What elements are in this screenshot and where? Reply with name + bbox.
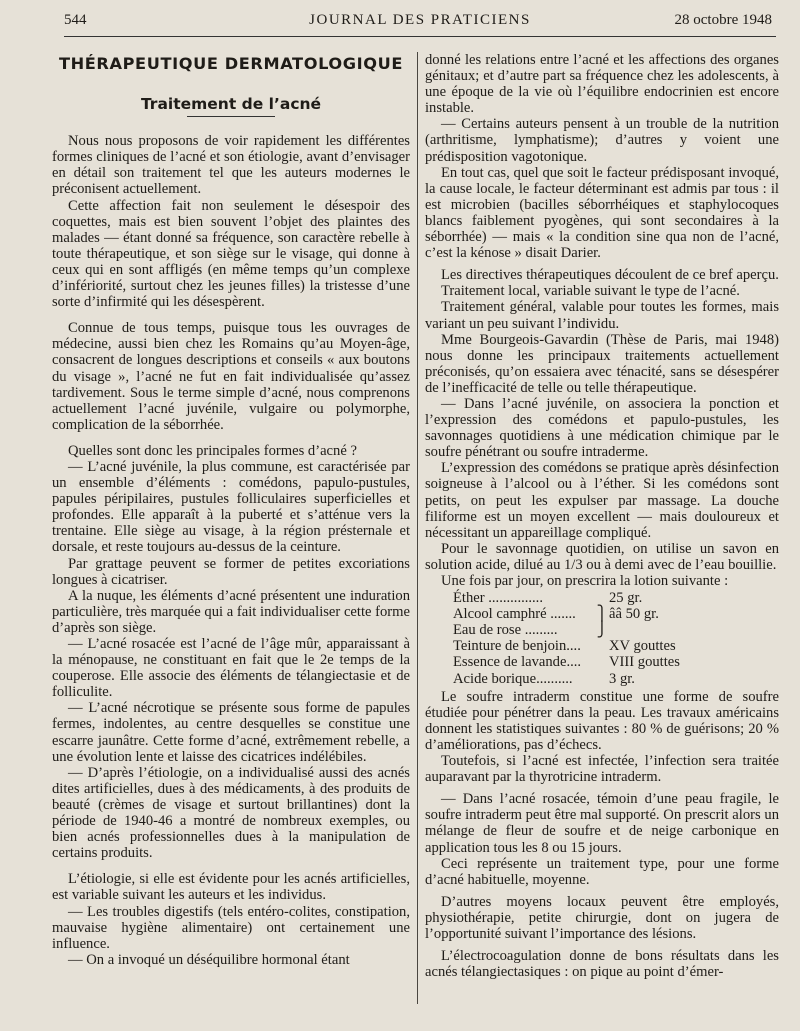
paragraph: Traitement local, variable suivant le type de l’acné. <box>441 283 740 300</box>
paragraph: Les directives thérapeutiques découlent de ce bref aperçu. <box>441 267 779 284</box>
ingredient-name: Alcool camphré ....... <box>453 606 576 623</box>
paragraph: A la nuque, les éléments d’acné présentent une induration particulière, très marquée qui a fait individualiser cette forme d’après son siège. <box>52 587 410 636</box>
formula-row <box>425 606 779 622</box>
formula-row <box>425 590 779 606</box>
right-column <box>425 52 779 980</box>
paragraph: L’électrocoagulation donne de bons résultats dans les acnés télangiectasiques : on pique au point d’émer- <box>425 948 779 981</box>
paragraph: Une fois par jour, on prescrira la lotion suivante : <box>441 573 729 589</box>
paragraph: Traitement général, valable pour toutes les formes, mais variant un peu suivant l’individu. <box>425 299 779 332</box>
issue-date: 28 octobre 1948 <box>674 12 772 28</box>
paragraph: L’étiologie, si elle est évidente pour les acnés artificielles, est variable suivant les auteurs et les individus. <box>52 871 410 904</box>
ingredient-name: Eau de rose ......... <box>453 622 558 639</box>
ingredient-name: Éther ............... <box>453 590 543 607</box>
article-title: Traitement de l’acné <box>140 95 322 114</box>
paragraph: Par grattage peuvent se former de petites excoriations longues à cicatriser. <box>52 555 410 588</box>
brace: ⎭ <box>596 622 608 639</box>
title-rule <box>187 116 275 117</box>
formula-row <box>425 654 779 670</box>
brace: ⎫ <box>596 606 608 623</box>
paragraph: — L’acné nécrotique se présente sous forme de papules fermes, indolentes, au centre desquelles se constitue une escarre jaunâtre. Cette forme d’acné, extrêmement rebelle, a une évolution lente et laisse des cicatrices indélébiles. <box>52 700 410 765</box>
paragraph: — D’après l’étiologie, on a individualisé aussi des acnés dites artificielles, dues à des médicaments, à des produits de beauté (crèmes de visage et surtout brillantines) dont la période de 1940-46 a montré de nombreux exemples, ou bien acnés professionnelles dues à la manipulation de certains produits. <box>52 764 410 862</box>
journal-title: JOURNAL DES PRATICIENS <box>309 12 531 28</box>
lotion-formula <box>425 590 779 687</box>
paragraph: Le soufre intraderm constitue une forme de soufre étudiée pour pénétrer dans la peau. Les travaux américains donnent les statistiques suivantes : 80 % de guérisons; 20 % d’améliorations, pas d’échecs. <box>425 688 779 753</box>
paragraph: Mme Bourgeois-Gavardin (Thèse de Paris, mai 1948) nous donne les principaux traitements actuellement préconisés, qu’on essaiera avec ténacité, sans se désespérer de l’inefficacité de telle ou telle thérapeutique. <box>425 331 779 396</box>
paragraph: Toutefois, si l’acné est infectée, l’infection sera traitée auparavant par la thyrotricine intraderm. <box>425 753 779 786</box>
paragraph: L’expression des comédons se pratique après désinfection soigneuse à l’alcool ou à l’éther. Si les comédons sont petits, on peut les expulser par massage. La douche filiforme est un moyen excellent — mais douloureux et nécessitant un appareillage compliqué. <box>425 460 779 541</box>
formula-row <box>425 622 779 638</box>
formula-row <box>425 638 779 654</box>
paragraph: — On a invoqué un déséquilibre hormonal étant <box>68 951 350 968</box>
paragraph: Nous nous proposons de voir rapidement les différentes formes cliniques de l’acné et son étiologie, avant d’envisager en détail son traitement tel que les auteurs modernes le préconisent actuellement. <box>52 133 410 198</box>
left-column <box>52 52 410 968</box>
paragraph: Pour le savonnage quotidien, on utilise un savon en solution acide, dilué au 1/3 ou à demi avec de l’eau bouillie. <box>425 540 779 573</box>
paragraph: Ceci représente un traitement type, pour une forme d’acné habituelle, moyenne. <box>425 855 779 888</box>
paragraph: — L’acné rosacée est l’acné de l’âge mûr, apparaissant à la ménopause, ne constituant en fait que le 2e temps de la couperose. Elle associe des éléments de télangiectasie et de folliculite. <box>52 636 410 701</box>
paragraph: — Les troubles digestifs (tels entéro-colites, constipation, mauvaise hygiène alimentaire) ont certainement une influence. <box>52 903 410 952</box>
paragraph: — Certains auteurs pensent à un trouble de la nutrition (arthritisme, lymphatisme); d’autres y voient une prédisposition vagotonique. <box>425 116 779 165</box>
paragraph: Quelles sont donc les principales formes d’acné ? <box>68 442 357 459</box>
ingredient-name: Teinture de benjoin.... <box>453 638 581 655</box>
ingredient-quantity: VIII gouttes <box>609 654 680 671</box>
running-header <box>64 10 776 37</box>
paragraph: Connue de tous temps, puisque tous les ouvrages de médecine, aussi bien chez les Romains qu’au Moyen-âge, consacrent de longues descriptions et conseils « aux boutons du visage », l’acné ne fut en fait individualisée qu’assez tardivement. Sous le terme simple d’acné, nous comprenons actuellement l’acné juvénile, vulgaire ou polymorphe, complication de la séborrhée. <box>52 320 410 433</box>
paragraph: — L’acné juvénile, la plus commune, est caractérisée par un ensemble d’éléments : comédons, papulo-pustules, papules péripilaires, pustules folliculaires superficielles et profondes. Elle apparaît à la puberté et s’atténue vers la trentaine. Elle siège au visage, à la région présternale et dorsale, et reste toujours au-dessus de la ceinture. <box>52 458 410 556</box>
section-title: THÉRAPEUTIQUE DERMATOLOGIQUE <box>58 54 404 73</box>
formula-row <box>425 671 779 687</box>
paragraph: donné les relations entre l’acné et les affections des organes génitaux; et d’autre part sa fréquence chez les adolescents, à une époque de la vie où l’équilibre endocrinien est encore instable. <box>425 52 779 117</box>
column-divider <box>417 52 418 1004</box>
paragraph: En tout cas, quel que soit le facteur prédisposant invoqué, la cause locale, le facteur déterminant est admis par tous : il est microbien (bacilles séborrhéiques et staphylocoques blancs faiblement pyogènes, qui sont secondaires à la séborrhée) — mais « la condition sine qua non de l’acné, c’est la kénose » disait Darier. <box>425 164 779 262</box>
paragraph: Cette affection fait non seulement le désespoir des coquettes, mais est bien souvent l’objet des plaintes des malades — étant donné sa fréquence, son caractère rebelle à toute thérapeutique, et son siège sur le visage, qui donne à ceux qui en sont affligés (en même temps qu’un complexe d’infériorité, surtout chez les jeunes filles) la tristesse d’une sorte d’infirmité qui les désespèrent. <box>52 197 410 311</box>
ingredient-quantity: 25 gr. <box>609 590 643 607</box>
page-number: 544 <box>64 12 87 28</box>
paragraph: — Dans l’acné juvénile, on associera la ponction et l’expression des comédons et papulo-pustules, les savonnages quotidiens à une médication chimique par le soufre pénétrant ou soufre intraderme. <box>425 395 779 461</box>
ingredient-quantity: XV gouttes <box>609 638 676 655</box>
ingredient-quantity: 3 gr. <box>609 670 635 687</box>
ingredient-name: Essence de lavande.... <box>453 654 582 671</box>
ingredient-quantity: ââ 50 gr. <box>609 606 659 623</box>
ingredient-name: Acide borique.......... <box>453 670 573 687</box>
paragraph: — Dans l’acné rosacée, témoin d’une peau fragile, le soufre intraderm peut être mal supporté. On prescrit alors un mélange de fleur de soufre et de neige carbonique en application tous les 8 ou 15 jours. <box>425 791 779 856</box>
paragraph: D’autres moyens locaux peuvent être employés, physiothérapie, petite chirurgie, dont on jugera de l’opportunité suivant l’importance des lésions. <box>425 893 779 942</box>
